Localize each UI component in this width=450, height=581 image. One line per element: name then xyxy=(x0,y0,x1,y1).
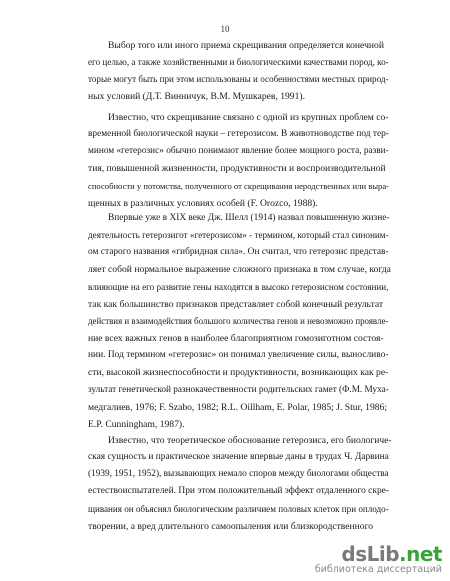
paragraph-1 xyxy=(88,37,392,106)
dslib-logo[interactable] xyxy=(315,542,442,575)
text-line: медгалиев, 1976; F. Szabo, 1982; R.L. Oillham, E. Polar, 1985; J. Stur, 1986; xyxy=(88,401,388,413)
text-line: творении, а вред длительного самоопыления или близкородственного xyxy=(88,520,374,532)
text-line: естествоиспытателей. При этом положительный эффект отдаленного скре- xyxy=(88,486,390,497)
text-line: тия, повышенной жизненности, продуктивности и воспроизводительной xyxy=(88,163,386,175)
logo-wordmark xyxy=(341,542,442,566)
logo-brand-main: dsLib xyxy=(341,542,400,566)
text-line: Впервые уже в XIX веке Дж. Шелл (1914) назвал повышенную жизне- xyxy=(108,213,390,223)
text-line: его целью, а также хозяйственными и биологическими качествами пород, ко- xyxy=(88,57,389,68)
paragraph-2 xyxy=(88,109,392,212)
text-line: способности у потомства, полученного от скрещивания неродственных или выра- xyxy=(88,180,390,191)
text-line: ляет собой нормальное выражение сложного признака в том случае, когда xyxy=(88,264,391,276)
text-line: мином «гетерозис» обычно понимают явление более мощного роста, разви- xyxy=(88,146,389,157)
text-line: зультат генетической разнокачественности родительских гамет (Ф.М. Муха- xyxy=(88,384,389,395)
text-line: так как большинство признаков представляет собой конечный результат xyxy=(88,298,384,310)
text-line: ных условий (Д.Т. Винничук, В.М. Мушкарев, 1991). xyxy=(88,91,305,103)
text-line: временной биологической науки – гетерозисом. В животноводстве под тер- xyxy=(88,129,389,140)
text-line: сти, высокой жизнеспособности и продуктивности, возникающих как ре- xyxy=(88,367,389,379)
text-line: ом старого названия «гибридная сила». Он считал, что гетерозис представ- xyxy=(88,247,389,258)
text-line: действия и взаимодействия большого количества генов и невозможно проявле- xyxy=(88,315,389,326)
text-line: Выбор того или иного приема скрещивания определяется конечной xyxy=(108,40,384,51)
paragraph-4 xyxy=(88,432,392,535)
text-line: ская сущность и практическое значение впервые даны в трудах Ч. Дарвина xyxy=(88,452,389,463)
logo-brand-suffix: .net xyxy=(399,542,442,566)
paragraph-3 xyxy=(88,210,392,433)
text-line: ние всех важных генов в наиболее благоприятном гомозиготном состоя- xyxy=(88,332,384,344)
text-line: щенных в различных условиях особей (F. Orozco, 1988). xyxy=(88,197,318,209)
text-line: нии. Под термином «гетерозис» он понимал увеличение силы, выносливо- xyxy=(88,350,389,361)
text-line: деятельность гетерозигот «гетерозисом» - термином, который стал синоним- xyxy=(88,230,389,241)
text-line: E.P. Cunningham, 1987). xyxy=(88,418,185,430)
text-line: влияющие на его развитие гены находятся в высоко гетерозисном состоянии, xyxy=(88,281,389,292)
text-line: (1939, 1951, 1952), вызывающих немало споров между биологами общества xyxy=(88,469,389,480)
text-line: Известно, что скрещивание связано с одной из крупных проблем со- xyxy=(108,112,389,123)
text-line: торые могут быть при этом использованы и особенностями местных природ- xyxy=(88,74,389,85)
page-number: 10 xyxy=(220,24,230,34)
logo-tagline: библиотека диссертаций xyxy=(314,564,442,575)
text-line: щивания он объяснял биологическим различием половых клеток при оплодо- xyxy=(88,503,389,514)
text-line: Известно, что теоретическое обоснование гетерозиса, его биологиче- xyxy=(108,435,392,446)
